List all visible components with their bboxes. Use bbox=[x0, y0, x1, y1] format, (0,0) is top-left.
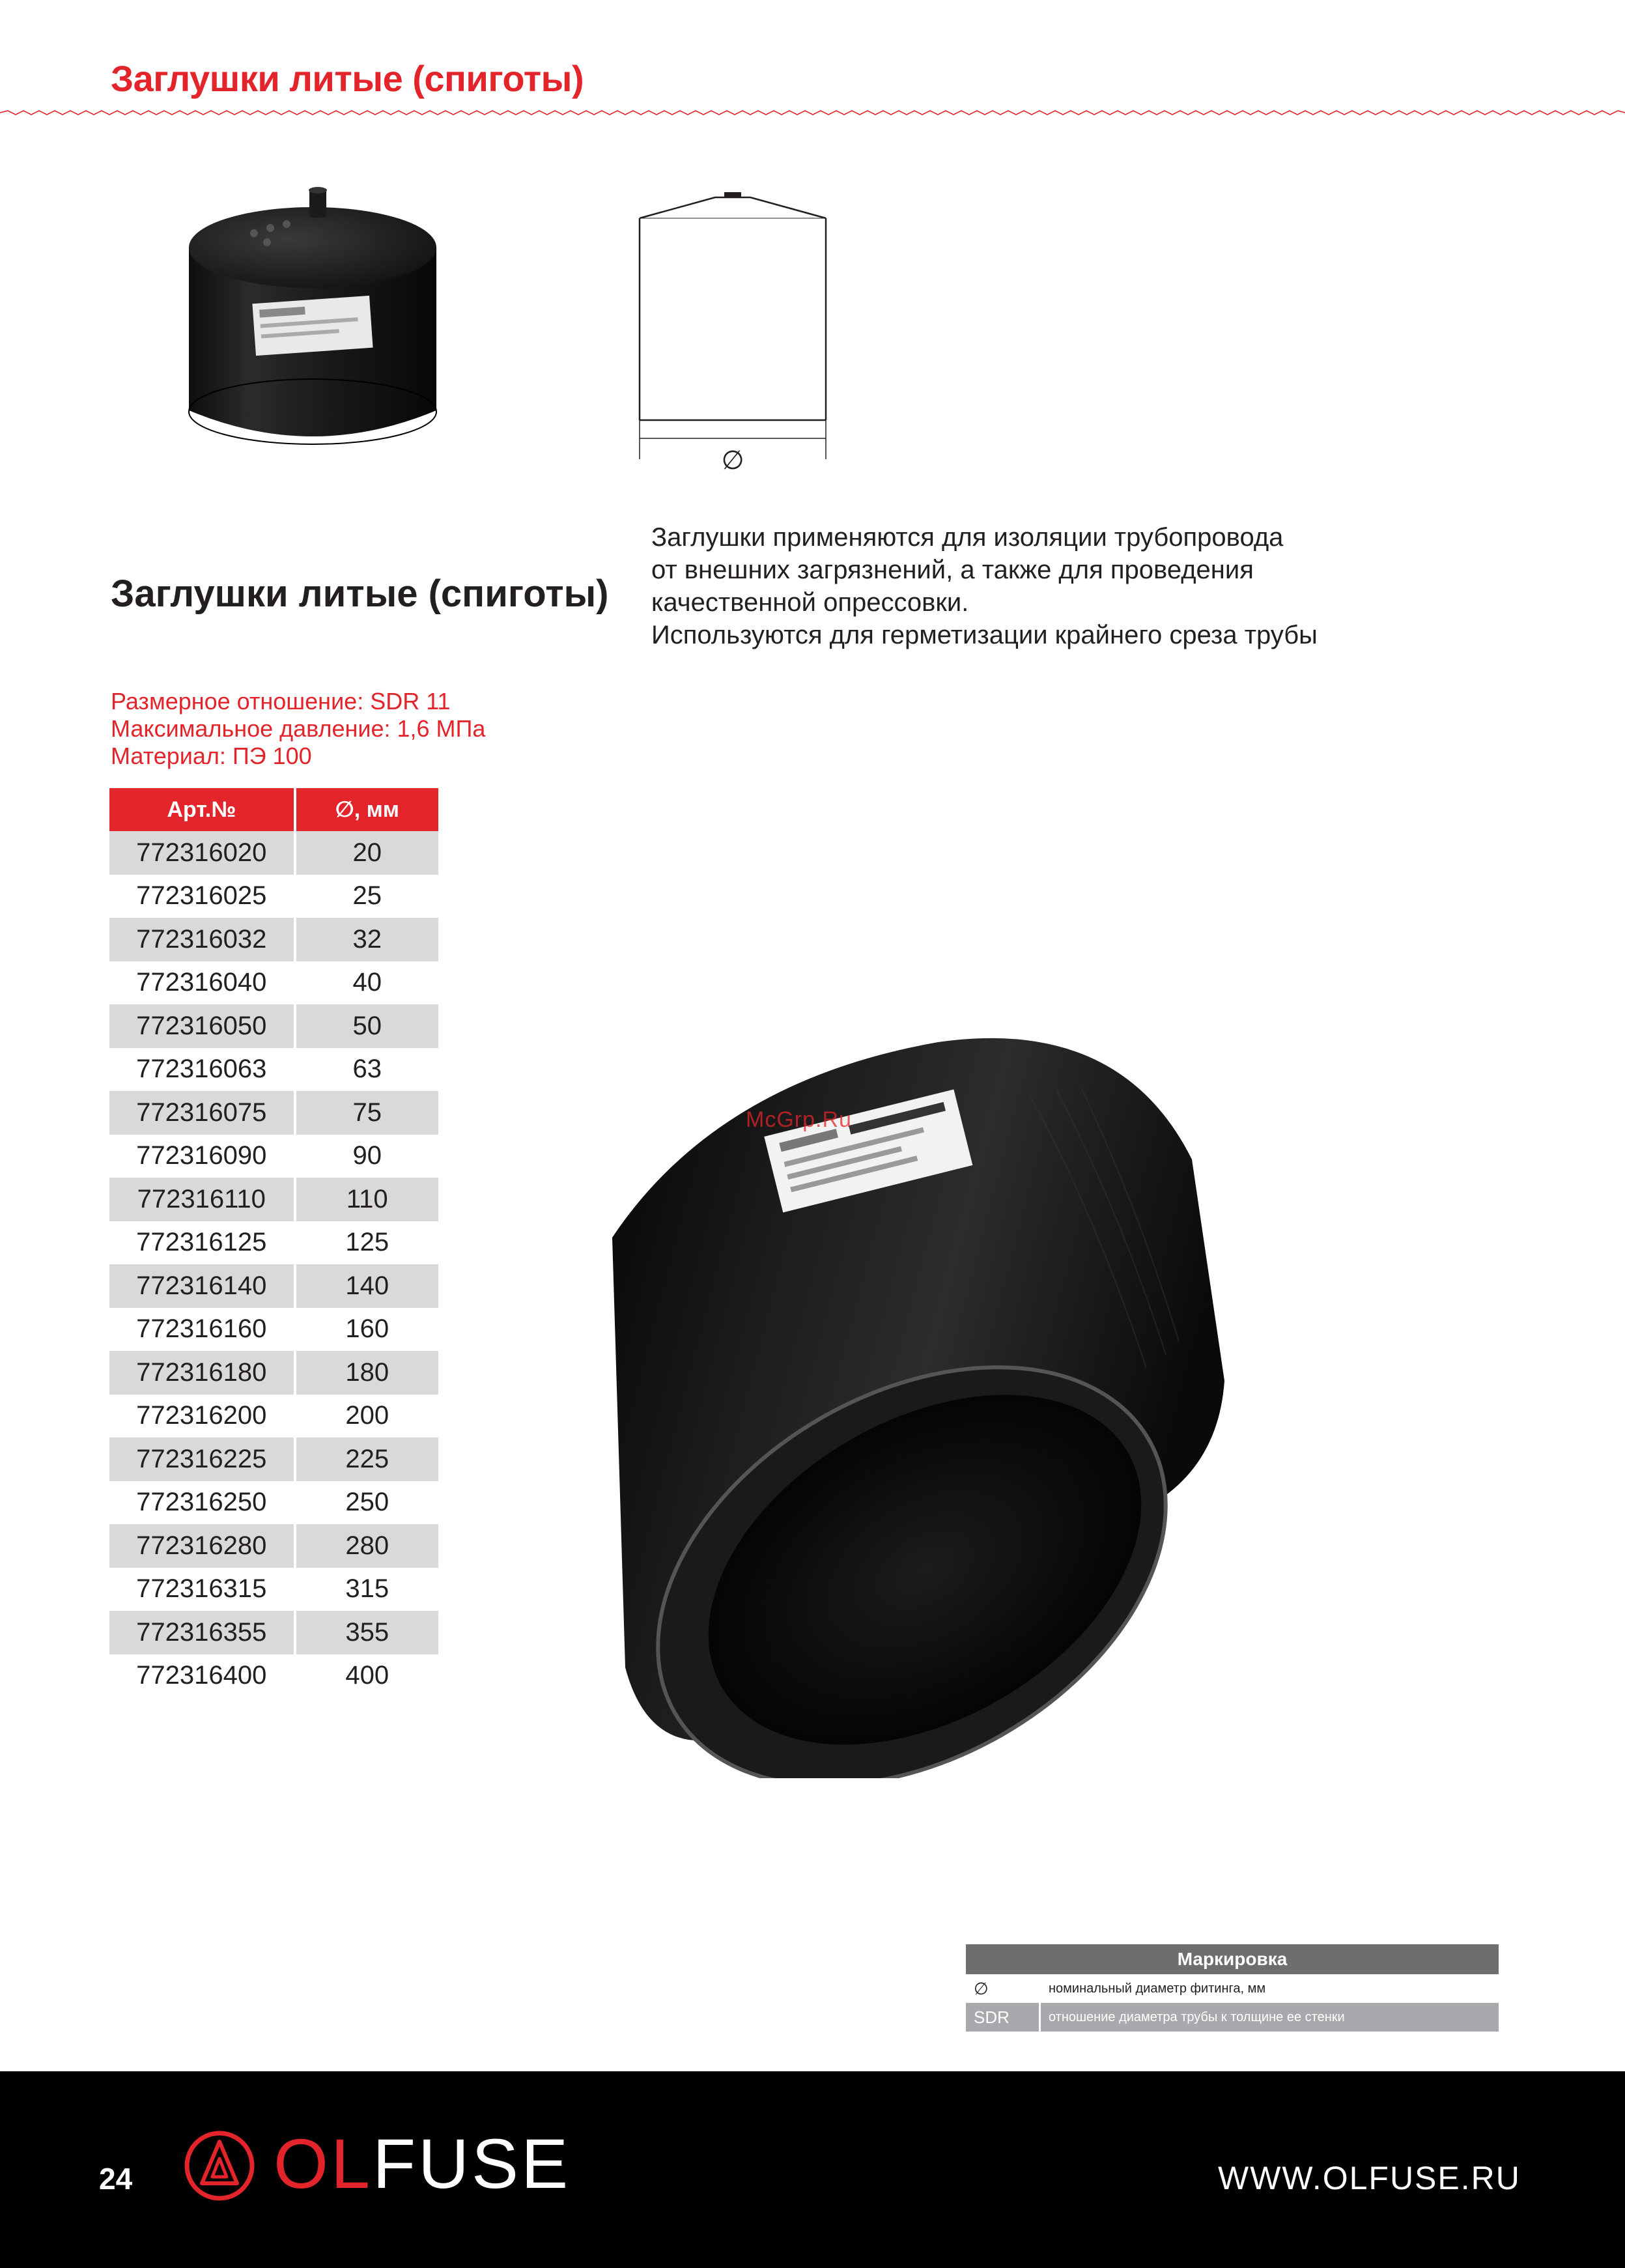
table-row bbox=[109, 1481, 438, 1525]
description-line: Заглушки применяются для изоляции трубопровода bbox=[651, 523, 1284, 552]
description-line: от внешних загрязнений, а также для проведения bbox=[651, 556, 1254, 584]
article-number: 772316025 bbox=[136, 881, 267, 911]
logo-fuse: FUSE bbox=[373, 2124, 571, 2203]
header-article: Арт.№ bbox=[109, 788, 295, 831]
table-row bbox=[109, 875, 438, 918]
page-title: Заглушки литые (спиготы) bbox=[111, 58, 584, 99]
table-body bbox=[109, 831, 438, 1697]
legend-title: Маркировка bbox=[966, 1944, 1499, 1974]
page-number: 24 bbox=[99, 2162, 133, 2196]
technical-drawing bbox=[625, 186, 840, 472]
table-row bbox=[109, 831, 438, 875]
spec-sdr: Размерное отношение: SDR 11 bbox=[111, 688, 451, 715]
table-row bbox=[109, 1221, 438, 1265]
diameter-value: 225 bbox=[295, 1438, 438, 1481]
article-number: 772316075 bbox=[109, 1091, 295, 1135]
legend-header-row bbox=[966, 1944, 1499, 1974]
legend-key: SDR bbox=[966, 2003, 1040, 2032]
title-divider bbox=[0, 109, 1625, 116]
legend-value: отношение диаметра трубы к толщине ее стенки bbox=[1040, 2003, 1499, 2032]
article-number: 772316250 bbox=[136, 1488, 267, 1517]
article-number: 772316063 bbox=[136, 1055, 267, 1084]
product-photo-main bbox=[573, 1016, 1237, 1778]
diameter-value: 40 bbox=[295, 961, 438, 1005]
description-line: Используются для герметизации крайнего среза трубы bbox=[651, 621, 1318, 649]
article-number: 772316315 bbox=[136, 1574, 267, 1604]
table-row bbox=[109, 1351, 438, 1395]
product-photo-top bbox=[176, 176, 449, 462]
table-row bbox=[109, 918, 438, 961]
diameter-symbol: ∅ bbox=[721, 446, 744, 472]
diameter-value: 160 bbox=[295, 1308, 438, 1352]
table-row bbox=[109, 1654, 438, 1698]
diameter-value: 25 bbox=[295, 875, 438, 918]
table-row bbox=[109, 1264, 438, 1308]
table-header-row bbox=[109, 788, 438, 831]
diameter-value: 50 bbox=[295, 1004, 438, 1048]
legend-row bbox=[966, 1974, 1499, 2003]
diameter-value: 75 bbox=[295, 1091, 438, 1135]
article-number: 772316125 bbox=[136, 1228, 267, 1257]
logo-ol: OL bbox=[274, 2124, 373, 2203]
table-row bbox=[109, 1611, 438, 1654]
article-number: 772316160 bbox=[136, 1314, 267, 1344]
table-row bbox=[109, 1395, 438, 1438]
spec-pressure: Максимальное давление: 1,6 МПа bbox=[111, 715, 486, 742]
product-table bbox=[109, 788, 438, 1697]
article-number: 772316280 bbox=[109, 1524, 295, 1568]
spec-material: Материал: ПЭ 100 bbox=[111, 743, 312, 769]
marking-legend bbox=[966, 1944, 1499, 2032]
diameter-value: 20 bbox=[295, 831, 438, 875]
diameter-value: 125 bbox=[295, 1221, 438, 1265]
diameter-value: 315 bbox=[295, 1568, 438, 1611]
article-number: 772316040 bbox=[136, 968, 267, 997]
description-line: качественной опрессовки. bbox=[651, 588, 969, 617]
diameter-value: 250 bbox=[295, 1481, 438, 1525]
table-row bbox=[109, 1524, 438, 1568]
diameter-value: 200 bbox=[295, 1395, 438, 1438]
olfuse-logo-text[interactable] bbox=[274, 2125, 571, 2203]
table-row bbox=[109, 1004, 438, 1048]
olfuse-logo-icon bbox=[184, 2130, 255, 2202]
watermark: McGrp.Ru bbox=[746, 1107, 852, 1132]
product-description bbox=[651, 521, 1433, 651]
table-row bbox=[109, 1135, 438, 1178]
diameter-value: 32 bbox=[295, 918, 438, 961]
website-link[interactable]: WWW.OLFUSE.RU bbox=[1218, 2160, 1521, 2196]
article-number: 772316225 bbox=[109, 1438, 295, 1481]
table-row bbox=[109, 1568, 438, 1611]
diameter-value: 180 bbox=[295, 1351, 438, 1395]
article-number: 772316200 bbox=[136, 1401, 267, 1430]
legend-value: номинальный диаметр фитинга, мм bbox=[1040, 1974, 1499, 2003]
article-number: 772316110 bbox=[109, 1178, 295, 1221]
diameter-value: 280 bbox=[295, 1524, 438, 1568]
table-row bbox=[109, 1178, 438, 1221]
legend-key: ∅ bbox=[966, 1974, 1040, 2003]
legend-row bbox=[966, 2003, 1499, 2032]
article-number: 772316090 bbox=[136, 1141, 267, 1170]
diameter-value: 63 bbox=[295, 1048, 438, 1092]
header-diameter: ∅, мм bbox=[295, 788, 438, 831]
section-title: Заглушки литые (спиготы) bbox=[111, 573, 609, 615]
article-number: 772316355 bbox=[109, 1611, 295, 1654]
table-row bbox=[109, 961, 438, 1005]
diameter-value: 355 bbox=[295, 1611, 438, 1654]
table-row bbox=[109, 1048, 438, 1092]
article-number: 772316180 bbox=[109, 1351, 295, 1395]
diameter-value: 90 bbox=[295, 1135, 438, 1178]
table-row bbox=[109, 1438, 438, 1481]
article-number: 772316050 bbox=[109, 1004, 295, 1048]
diameter-value: 400 bbox=[295, 1654, 438, 1698]
article-number: 772316140 bbox=[109, 1264, 295, 1308]
spec-list bbox=[111, 688, 485, 770]
diameter-value: 140 bbox=[295, 1264, 438, 1308]
article-number: 772316400 bbox=[136, 1661, 267, 1690]
article-number: 772316032 bbox=[109, 918, 295, 961]
table-row bbox=[109, 1091, 438, 1135]
diameter-value: 110 bbox=[295, 1178, 438, 1221]
article-number: 772316020 bbox=[109, 831, 295, 875]
table-row bbox=[109, 1308, 438, 1352]
